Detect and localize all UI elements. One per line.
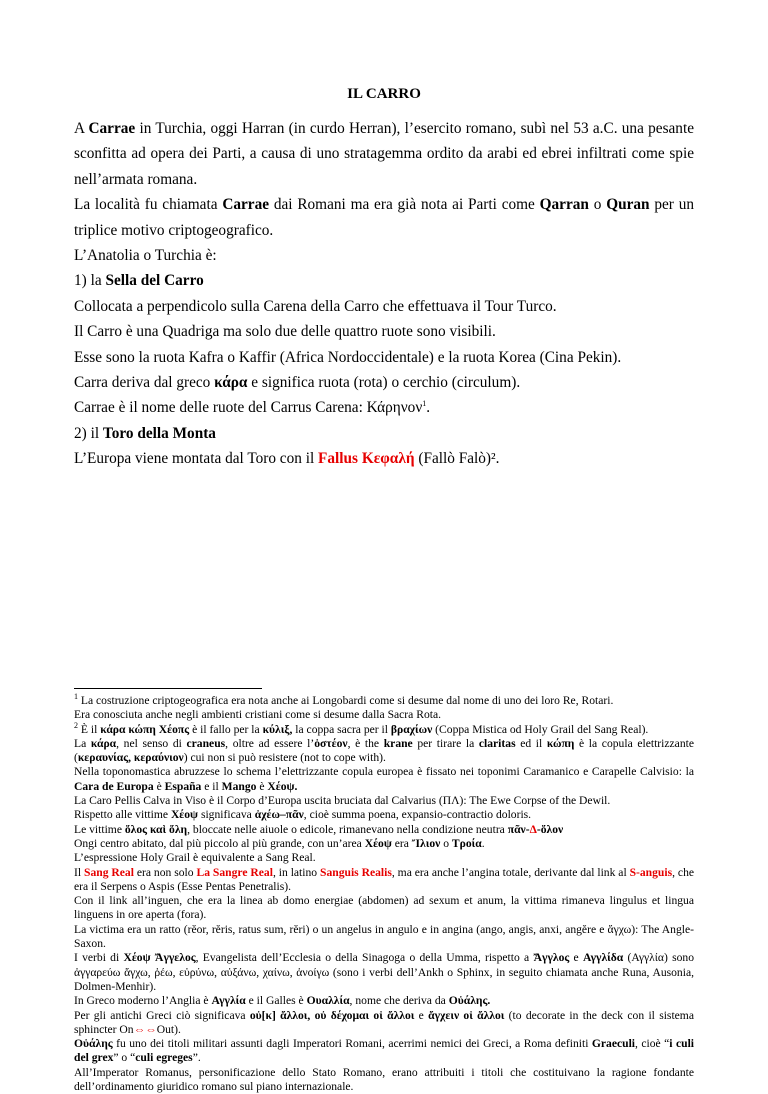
text: è il fallo per la — [189, 722, 263, 736]
text: . — [426, 399, 431, 417]
footnote-line — [74, 1037, 694, 1066]
text: ed il — [515, 736, 547, 750]
text: , Evangelista dell’Ecclesia o della Sinagoga o della Umma, rispetto a — [195, 951, 534, 965]
bold-term: Αγγλία — [211, 994, 246, 1008]
bold-term: Χέοψ — [364, 836, 392, 850]
paragraph — [74, 446, 694, 471]
text: ” o “ — [113, 1051, 136, 1065]
bold-term: κεραυνίας, κεραύνιον — [77, 751, 184, 765]
text: 2) il — [74, 424, 103, 442]
red-term: Sanguis Realis — [320, 865, 392, 879]
text: Nella toponomastica abruzzese lo schema l’elettrizzante copula europea è fissato nei toponimi Caramanico e Carapelle Calvisio: la — [74, 765, 694, 779]
footnote-line — [74, 994, 694, 1008]
bold-term: Αγγλίδα — [582, 951, 624, 965]
footnote-line — [74, 808, 694, 822]
bold-term: Quran — [606, 196, 650, 214]
text: e il Galles è — [245, 994, 307, 1008]
text: ”. — [192, 1051, 201, 1065]
text: , ma era anche l’angina totale, derivante dal link al — [391, 865, 630, 879]
footnote-line: All’Imperator Romanus, personificazione dello Stato Romano, erano attribuiti i titoli che costituivano la ragione fondante dell’ordinamento giuridico romano sul piano internazionale. — [74, 1065, 694, 1094]
bold-term: krane — [383, 736, 413, 750]
paragraph-item-2 — [74, 421, 694, 446]
bold-term: Τροία — [451, 836, 482, 850]
bold-term: οὐ[κ] ἄλλοι, οὐ δέχομαι οἱ ἄλλοι — [249, 1008, 415, 1022]
page-title: IL CARRO — [347, 86, 421, 102]
text: La — [74, 736, 91, 750]
footnote-ref[interactable]: 1 — [422, 399, 427, 409]
text: Per gli antichi Greci ciò significava — [74, 1008, 250, 1022]
footnote-number: 1 — [74, 692, 78, 702]
bold-term: Χέοψ. — [267, 779, 298, 793]
text: I verbi di — [74, 951, 124, 965]
text: . — [481, 836, 485, 850]
paragraph: Collocata a perpendicolo sulla Carena della Carro che effettuava il Tour Turco. — [74, 297, 557, 315]
bold-term: Sella del Carro — [105, 272, 204, 290]
red-term: Δ — [529, 822, 537, 836]
bold-term: Cara de Europa — [74, 779, 154, 793]
bold-term: Οὐάλης — [74, 1037, 113, 1051]
bold-term: ἀχέω–πᾶν — [254, 808, 304, 822]
text: e — [569, 951, 583, 965]
bold-term: πᾶν- — [507, 822, 530, 836]
red-term: S-anguis — [629, 865, 673, 879]
text: , che era il Serpens o Aspis (Esse Pentas Penetralis). — [74, 865, 695, 893]
text: , nel senso di — [116, 736, 187, 750]
bold-term: κώπη — [546, 736, 575, 750]
footnote-line: Era conosciuta anche negli ambienti cristiani come si desume dalla Sacra Rota. — [74, 708, 442, 722]
text: fu uno dei titoli militari assunti dagli Imperatori Romani, acerrimi nemici dei Greci, a Roma definiti — [112, 1037, 592, 1051]
bold-term: Οὐάλης. — [448, 994, 491, 1008]
text: per un triplice motivo criptogeografico. — [74, 196, 694, 239]
text: la coppa sacra per il — [292, 722, 391, 736]
text: (to decorate in the deck con il sistema sphincter On — [74, 1008, 694, 1036]
text: Le vittime — [74, 822, 125, 836]
bold-term: i culi del grex — [74, 1037, 695, 1065]
text: e significa ruota (rota) o cerchio (circulum). — [247, 374, 521, 392]
text: Out). — [156, 1022, 181, 1036]
bold-term: Χέοψ — [170, 808, 199, 822]
text: 1) la — [74, 272, 106, 290]
text: e — [414, 1008, 429, 1022]
text: era — [391, 836, 412, 850]
footnote-line: La victima era un ratto (rĕor, rĕris, ratus sum, rĕri) o un angelus in angulo e in angina (ango, angis, anxi, angĕre e ἄγχω): The Angle-Saxon. — [74, 922, 694, 951]
text: La località fu chiamata — [74, 196, 223, 214]
bold-term: ὅλος καὶ ὅλη — [124, 822, 188, 836]
bold-term: Qarran — [539, 196, 589, 214]
footnote-line — [74, 737, 694, 766]
text: (Fallò Falò)². — [414, 450, 500, 468]
paragraph-item-1 — [74, 268, 694, 293]
text: , cioè summa poena, expansio-contractio doloris. — [303, 808, 532, 822]
text: , cioè “ — [635, 1037, 670, 1051]
text: o — [440, 836, 452, 850]
text: (Coppa Mistica od Holy Grail del Sang Real). — [432, 722, 649, 736]
bold-term: κύλιξ, — [262, 722, 293, 736]
text: significava — [198, 808, 255, 822]
footnote-1 — [74, 694, 694, 708]
text: dai Romani ma era già nota ai Parti come — [269, 196, 540, 214]
text: era non solo — [133, 865, 197, 879]
paragraph-carrae-defeat — [74, 116, 694, 192]
footnote-line — [74, 866, 694, 895]
text: è — [153, 779, 165, 793]
footnote-2 — [74, 720, 694, 737]
text: o — [588, 196, 607, 214]
text: , nome che deriva da — [349, 994, 449, 1008]
bold-term: Ἴλιον — [411, 836, 441, 850]
text: , in latino — [272, 865, 321, 879]
footnote-line: La Caro Pellis Calva in Viso è il Corpo d’Europa uscita bruciata dal Calvarius (ΠΛ): The Ewe Corpse of the Dewil. — [74, 794, 611, 808]
paragraph: Il Carro è una Quadriga ma solo due delle quattro ruote sono visibili. — [74, 323, 496, 341]
bold-term: Carrae — [222, 196, 270, 214]
footnote-separator — [74, 688, 262, 689]
text: , oltre ad essere l’ — [225, 736, 315, 750]
footnote-number: 2 — [74, 720, 78, 730]
paragraph-anatolia: L’Anatolia o Turchia è: — [74, 247, 217, 265]
bold-term: claritas — [478, 736, 516, 750]
bold-term: Χέοψ Ἄγγελος — [123, 951, 196, 965]
bold-term: Graeculi — [591, 1037, 636, 1051]
bold-term: culi egreges — [135, 1051, 193, 1065]
main-text — [74, 116, 694, 472]
bold-term: -ὅλον — [536, 822, 564, 836]
text: è — [256, 779, 268, 793]
footnote-line: L’espressione Holy Grail è equivalente a Sang Real. — [74, 851, 316, 865]
bold-term: craneus — [186, 736, 226, 750]
footnote-line — [74, 765, 694, 794]
footnote-line — [74, 1009, 694, 1038]
bold-term: ὀστέον — [314, 736, 348, 750]
footnote-line — [74, 951, 694, 994]
footnote-line — [74, 823, 694, 837]
bold-term: Toro della Monta — [102, 424, 216, 442]
text: (Αγγλία) sono ἀγγαρεύω ἄγχω, ῥέω, εὐρύνω, αὐξάνω, χαίνω, ἀνοίγω (sono i verbi dell’Ankh o Sphinx, in seguito chiamata anche Runa, Ausonia, Dolmen-Menhir). — [74, 951, 694, 993]
text: Il — [74, 865, 84, 879]
text: In Greco moderno l’Anglia è — [74, 994, 212, 1008]
text: è la copula elettrizzante ( — [74, 736, 694, 765]
bold-term: ἄγχειν οἱ ἄλλοι — [428, 1008, 505, 1022]
text: Rispetto alle vittime — [74, 808, 171, 822]
text: ) cui non si può resistere (not to cope with). — [183, 751, 386, 765]
footnote-line — [74, 837, 694, 851]
footnote-line: Con il link all’inguen, che era la linea ab domo energiae (abdomen) ad sexum et anum, la vittima rimaneva lingulus et lingua linguens in ore aperta (fora). — [74, 894, 694, 922]
text: L’Europa viene montata dal Toro con il — [74, 450, 319, 468]
red-term: Sang Real — [84, 865, 134, 879]
paragraph-carrae-name — [74, 192, 694, 243]
red-term: La Sangre Real — [196, 865, 273, 879]
bold-term: Carrae — [88, 120, 136, 137]
bold-term: βραχίων — [390, 722, 433, 736]
text: , bloccate nelle aiuole o edicole, rimanevano nella condizione neutra — [187, 822, 508, 836]
text: A — [74, 120, 89, 137]
bold-term: κάρα κώπη Χέοπς — [100, 722, 190, 736]
text: Ongi centro abitato, dal più piccolo al più grande, con un’area — [74, 836, 365, 850]
footnotes — [74, 694, 694, 1094]
bold-term: κάρα — [214, 374, 248, 392]
text: È il — [78, 722, 101, 736]
paragraph: Esse sono la ruota Kafra o Kaffir (Africa Nordoccidentale) e la ruota Korea (Cina Pekin). — [74, 348, 622, 366]
bold-term: Ἄγγλος — [533, 951, 570, 965]
paragraph — [74, 395, 694, 420]
bold-term: κάρα — [90, 736, 117, 750]
text: Carra deriva dal greco — [74, 374, 215, 392]
paragraph — [74, 370, 694, 395]
text: Carrae è il nome delle ruote del Carrus Carena: Κάρηνον — [74, 399, 423, 417]
text: e il — [201, 779, 222, 793]
double-arrow-icon: ⇔⇔ — [133, 1022, 157, 1036]
text: La costruzione criptogeografica era nota anche ai Longobardi come si desume dal nome di uno dei loro Re, Rotari. — [78, 694, 614, 707]
text: per tirare la — [412, 736, 479, 750]
bold-term: España — [164, 779, 202, 793]
bold-term: Ουαλλία — [306, 994, 350, 1008]
bold-term: Mango — [221, 779, 257, 793]
text: , è the — [347, 736, 384, 750]
text: in Turchia, oggi Harran (in curdo Herran), l’esercito romano, subì nel 53 a.C. una pesante sconfitta ad opera dei Parti, a causa di uno stratagemma ordito da arabi ed ebrei infiltrati come spie nell’armata romana. — [74, 120, 694, 188]
red-term: Fallus Κεφαλή — [318, 450, 415, 468]
